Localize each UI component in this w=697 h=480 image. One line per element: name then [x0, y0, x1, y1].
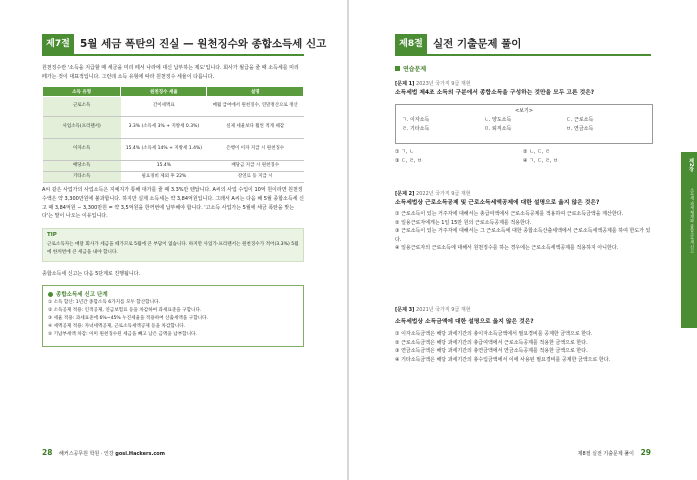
section-subheading: [395, 64, 426, 73]
table-row: [43, 97, 304, 117]
steps-lead: 종합소득세 신고는 다음 5단계로 진행됩니다.: [42, 271, 141, 277]
question-text: 소득세법상 근로소득공제 및 근로소득세액공제에 대한 설명으로 옳지 않은 것은?: [395, 200, 600, 206]
view-option: ㅂ. 연금소득: [566, 126, 594, 132]
view-option: ㅁ. 퇴직소득: [484, 126, 512, 132]
answer-choice: ③ 근로소득이 있는 거주자에 대해서는 그 근로소득에 대한 종합소득산출세액에서 근로소득세액공제를 하여 한도가 있다.: [395, 228, 651, 243]
question-text: 소득세법 제4조 소득의 구분에서 종합소득을 구성하는 것만을 모두 고른 것은?: [395, 90, 595, 96]
table-header: 원천징수 세율: [121, 87, 207, 97]
table-cell: 간이세액표: [121, 97, 207, 117]
list-item: ④ 세액공제 적용: 자녀세액공제, 근로소득세액공제 등을 차감합니다.: [48, 324, 186, 329]
answer-choice: ④ 기타소득금액은 해당 과세기간의 총수입금액에서 이에 사용된 필요경비를 공제한 금액으로 한다.: [395, 356, 611, 363]
table-cell: 배당소득: [43, 161, 121, 172]
list-item: ③ 세율 적용: 과세표준에 6%~45% 누진세율을 적용하여 산출세액을 구합니다.: [48, 316, 208, 321]
answer-choice: ④ 일용근로자의 근로소득에 대해서 원천징수를 하는 경우에는 근로소득세액공제를 적용하지 아니한다.: [395, 245, 619, 251]
withholding-table: [42, 86, 304, 183]
footer-site: gosi.Hackers.com: [115, 451, 165, 457]
right-page: [349, 0, 697, 480]
question-label: [문제 1]: [395, 81, 415, 87]
footer-chapter: 제8절 실전 기출문제 풀이: [577, 451, 634, 457]
answer-choice: ③ 연금소득금액은 해당 과세기간의 총연금액에서 연금소득공제를 적용한 금액으로 한다.: [395, 348, 588, 354]
intro-paragraph: 원천징수란 '소득을 지급할 때 세금을 미리 떼서 나라에 대신 납부하는 제도'입니다. 회사가 월급을 줄 때 소득세를 미리 떼가는 것이 대표적입니다. 그런데 소득 유형에 따라 원천징수 세율이 다릅니다.: [42, 65, 299, 80]
question-source: 2023년 국가직 9급 재현: [416, 81, 471, 87]
chapter-badge: 제8절: [395, 34, 427, 54]
answer-choice: ② ㄴ, ㄷ, ㄹ: [523, 149, 550, 155]
view-box: [395, 104, 653, 144]
table-cell: 15.4%: [121, 161, 207, 172]
subheading-text: 연습문제: [403, 66, 427, 73]
table-cell: 15.4% (소득세 14% + 지방세 1.4%): [121, 139, 207, 161]
tip-box: [42, 228, 304, 262]
table-header: 소득 유형: [43, 87, 121, 97]
page-number: 29: [640, 448, 651, 457]
table-cell: 은행이 이자 지급 시 원천징수: [207, 139, 304, 161]
answer-choice: ② 일용근로자에게는 1일 15만 원의 근로소득공제를 적용한다.: [395, 219, 532, 226]
answer-choices: [395, 210, 651, 253]
table-row: [43, 172, 304, 183]
table-cell: 사업소득(프리랜서): [43, 117, 121, 139]
answer-choice: ① ㄱ, ㄴ: [395, 149, 414, 155]
tip-text: 근로소득자는 매달 회사가 세금을 떼가므로 5월에 큰 부담이 없습니다. 하지만 사업가·프리랜서는 원천징수가 적어(3.3%) 5월에 한꺼번에 큰 세금을 내야 합니다.: [47, 242, 299, 255]
view-option: ㄴ. 양도소득: [484, 117, 512, 123]
view-options: [402, 116, 648, 132]
tip-label: TIP: [47, 232, 57, 238]
chapter-badge: 제7절: [42, 34, 74, 54]
answer-choice: ③ ㄷ, ㄹ, ㅂ: [395, 158, 422, 164]
question-source: 2021년 국가직 9급 재현: [416, 307, 471, 313]
steps-title-text: 종합소득세 신고 단계: [56, 292, 108, 298]
table-cell: 기타소득: [43, 172, 121, 183]
page-number: 28: [42, 448, 53, 457]
answer-choice: ② 근로소득금액은 해당 과세기간의 총급여액에서 근로소득공제를 적용한 금액으로 한다.: [395, 339, 588, 346]
table-row: [43, 139, 304, 161]
table-cell: 실제 세율보다 훨씬 적게 떼감: [207, 117, 304, 139]
question-label: [문제 2]: [395, 191, 415, 197]
table-cell: 근로소득: [43, 97, 121, 117]
answer-choices: [395, 148, 651, 164]
table-cell: 강연료 등 지급 시: [207, 172, 304, 183]
view-box-title: <보기>: [514, 108, 534, 114]
answer-choice: ① 근로소득이 있는 거주자에 대해서는 총급여액에서 근로소득공제를 적용하여 근로소득금액을 계산한다.: [395, 211, 624, 217]
table-cell: 필요경비 제외 후 22%: [121, 172, 207, 183]
table-row: [43, 161, 304, 172]
question-label: [문제 3]: [395, 307, 415, 313]
page-footer: [42, 448, 165, 457]
bullet-icon: [48, 292, 53, 297]
left-page: [0, 0, 348, 480]
footer-book: 해커스공무원 학원 · 인강: [59, 451, 114, 457]
chapter-title: 실전 기출문제 풀이: [433, 38, 522, 50]
table-cell: 3.3% (소득세 3% + 지방세 0.3%): [121, 117, 207, 139]
question-source: 2022년 국가직 9급 재현: [416, 191, 471, 197]
view-option: ㄱ. 이자소득: [402, 117, 430, 123]
steps-title: [48, 290, 108, 298]
answer-choice: ④ ㄱ, ㄷ, ㄹ, ㅂ: [523, 158, 558, 164]
steps-box: [42, 285, 304, 347]
square-bullet-icon: [395, 66, 400, 71]
answer-choices: [395, 330, 651, 364]
table-header: 설명: [207, 87, 304, 97]
view-option: ㄹ. 기타소득: [402, 126, 430, 132]
question-meta: [395, 190, 471, 197]
list-item: ⑤ 기납부세액 차감: 이미 원천징수된 세금을 빼고 남은 금액을 납부합니다.: [48, 332, 197, 337]
chapter-header: [395, 34, 651, 56]
example-paragraph: A씨 같은 사업가의 사업소득은 지예지가 통해 대가를 줄 때 3.3%만 뗀답니다. A씨의 사업 수입이 10억 원이라면 원천징수액은 약 3,300만원에 불과합니다. 하지만 실제 소득세는 약 3,84억원입니다. 그래서 A씨는 다음 해 5월 종합소득세 신고 때 3,84억원 − 3,300만원 = 약 3,5억원을 한꺼번에 납부해야 합니다. '고소득 사업가는 5월에 세금 폭탄을 맞는다'는 말이 나오는 이유입니다.: [42, 187, 304, 220]
view-option: ㄷ. 근로소득: [566, 117, 594, 123]
list-item: ① 소득 합산: 1년간 종합소득 6가지를 모두 합산합니다.: [48, 300, 160, 305]
question-text: 소득세법상 소득금액에 대한 설명으로 옳지 않은 것은?: [395, 319, 534, 325]
table-row: [43, 117, 304, 139]
side-tab-subtitle: 소득세 과세 체계와 종합소득세 신고: [690, 188, 695, 254]
table-cell: 매월 급여에서 원천징수, 연말정산으로 정산: [207, 97, 304, 117]
side-tab-label: 제2장: [688, 158, 694, 172]
question-meta: [395, 306, 471, 313]
answer-choice: ① 이자소득금액은 해당 과세기간의 총이자소득금액에서 필요경비를 공제한 금액으로 한다.: [395, 331, 593, 337]
chapter-side-tab: [681, 152, 697, 328]
table-cell: 이자소득: [43, 139, 121, 161]
list-item: ② 소득공제 적용: 인적공제, 연금보험료 등을 차감하여 과세표준을 구합니다.: [48, 308, 202, 313]
page-footer: [578, 448, 651, 457]
chapter-header: [42, 34, 327, 56]
chapter-title: 5월 세금 폭탄의 진실 — 원천징수와 종합소득세 신고: [80, 38, 327, 50]
question-meta: [395, 80, 471, 87]
steps-list: [48, 299, 298, 339]
table-cell: 배당금 지급 시 원천징수: [207, 161, 304, 172]
